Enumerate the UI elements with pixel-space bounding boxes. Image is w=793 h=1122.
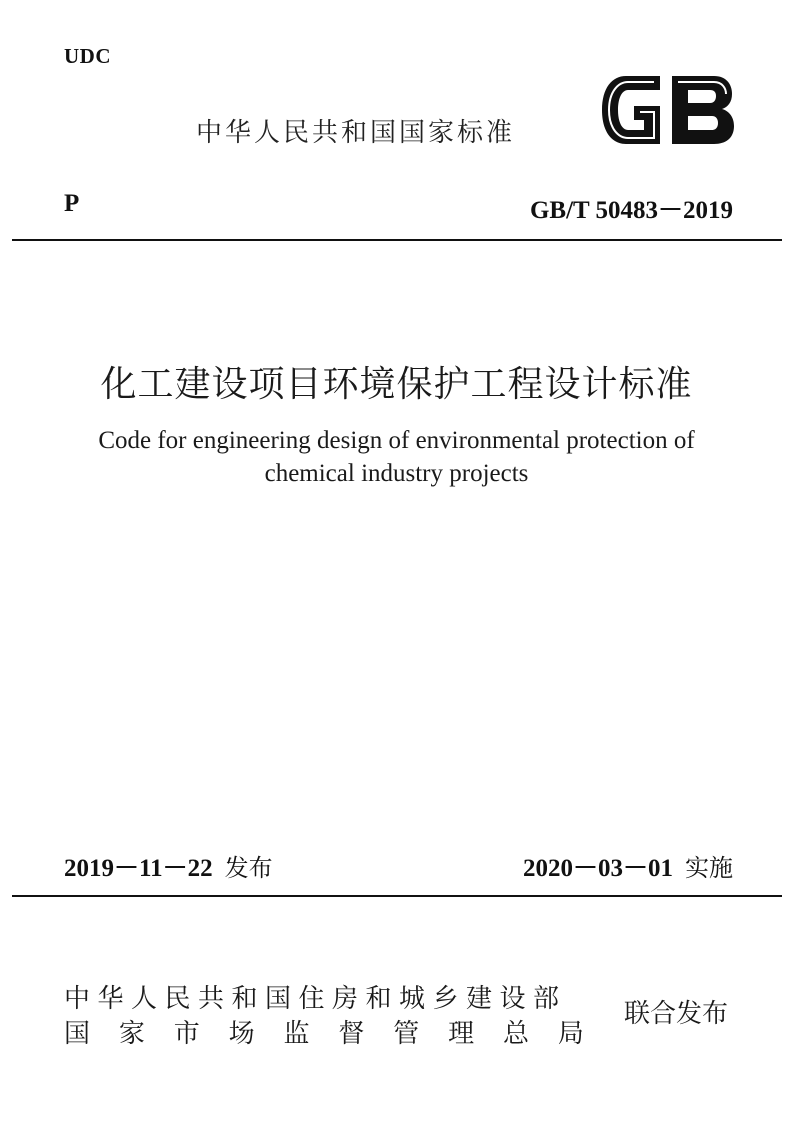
issuer-char: 总 [503,1019,530,1049]
title-english [40,424,753,490]
issuer-ministry: 中华人民共和国住房和城乡建设部 [64,984,567,1014]
issuer-char: 家 [118,1019,145,1049]
udc-label: UDC [64,44,111,68]
joint-issue-label: 联合发布 [624,999,729,1029]
issuer-char: 督 [338,1019,365,1049]
top-divider [12,239,782,241]
issuer-char: 监 [283,1019,310,1049]
standard-code: GB/T 50483－2019 [529,197,733,224]
issue-date-block [64,848,273,884]
gb-logo [598,70,738,150]
issuer-administration [64,1013,584,1050]
issue-date: 2019－11－22 [64,855,213,882]
bottom-divider [12,895,782,897]
title-english-line2: chemical industry projects [264,460,529,487]
issue-label: 发布 [224,854,273,882]
issuer-char: 市 [173,1019,200,1049]
implement-date: 2020－03－01 [522,855,673,882]
issuer-char: 场 [228,1019,255,1049]
issuer-char: 理 [448,1019,475,1049]
issuer-char: 局 [557,1019,584,1049]
title-english-line1: Code for engineering design of environmental protection of [98,427,695,454]
issuer-char: 国 [64,1019,91,1049]
implement-date-block [523,848,733,884]
category-letter: P [64,190,80,217]
title-chinese: 化工建设项目环境保护工程设计标准 [100,364,693,405]
implement-label: 实施 [685,854,733,882]
issuer-char: 管 [393,1019,420,1049]
national-standard-heading: 中华人民共和国国家标准 [196,118,516,148]
